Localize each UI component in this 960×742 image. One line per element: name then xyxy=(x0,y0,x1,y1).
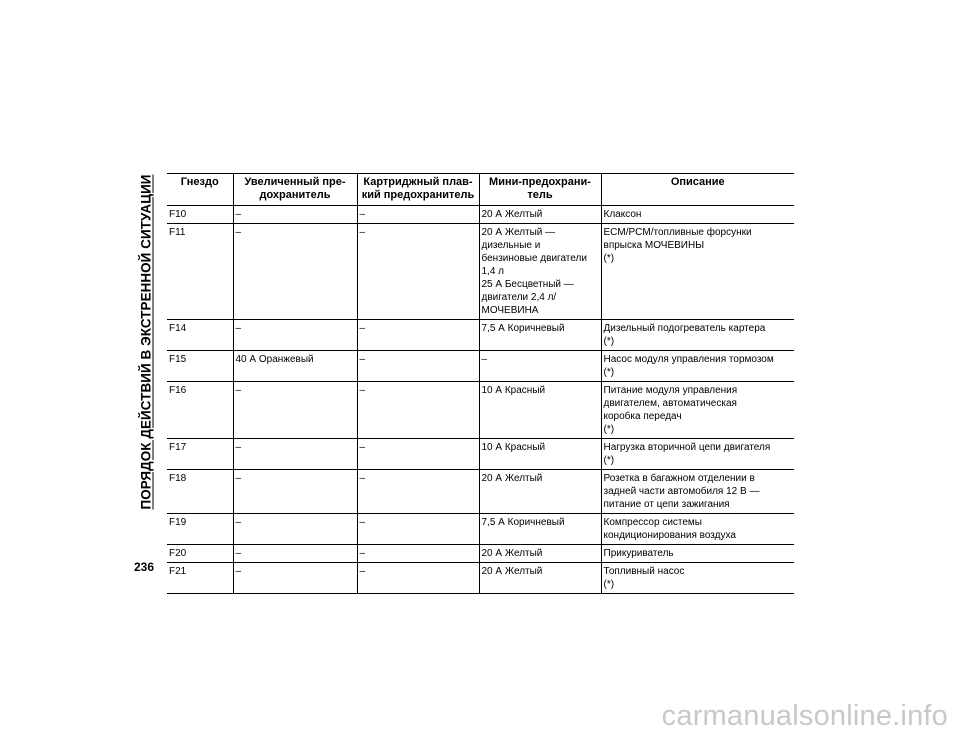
cell-maxi-fuse: – xyxy=(233,545,357,563)
cell-cartridge-fuse: – xyxy=(357,382,479,439)
header-maxi-fuse: Увеличенный пре- дохранитель xyxy=(233,174,357,206)
table-row xyxy=(167,382,794,439)
cell-description: ECM/PCM/топливные форсунки впрыска МОЧЕВИНЫ (*) xyxy=(601,224,794,320)
cell-description: Клаксон xyxy=(601,206,794,224)
cell-slot: F16 xyxy=(167,382,233,439)
cell-maxi-fuse: – xyxy=(233,439,357,470)
cell-description: Розетка в багажном отделении в задней части автомобиля 12 В — питание от цепи зажигания xyxy=(601,470,794,514)
cell-description: Прикуриватель xyxy=(601,545,794,563)
cell-maxi-fuse: – xyxy=(233,224,357,320)
cell-cartridge-fuse: – xyxy=(357,206,479,224)
cell-slot: F20 xyxy=(167,545,233,563)
table-row xyxy=(167,320,794,351)
cell-mini-fuse: 10 А Красный xyxy=(479,382,601,439)
cell-maxi-fuse: 40 А Оранжевый xyxy=(233,351,357,382)
cell-slot: F15 xyxy=(167,351,233,382)
table-header-row xyxy=(167,174,794,206)
cell-mini-fuse: 10 А Красный xyxy=(479,439,601,470)
cell-maxi-fuse: – xyxy=(233,382,357,439)
table-row xyxy=(167,206,794,224)
section-title xyxy=(137,175,155,508)
section-title-text: ПОРЯДОК ДЕЙСТВИЙ В ЭКСТРЕННОЙ СИТУАЦИИ xyxy=(138,173,154,510)
cell-slot: F11 xyxy=(167,224,233,320)
table-row xyxy=(167,470,794,514)
cell-mini-fuse: 20 А Желтый xyxy=(479,470,601,514)
cell-description: Компрессор системы кондиционирования воздуха xyxy=(601,514,794,545)
cell-cartridge-fuse: – xyxy=(357,514,479,545)
cell-description: Нагрузка вторичной цепи двигателя (*) xyxy=(601,439,794,470)
cell-cartridge-fuse: – xyxy=(357,545,479,563)
cell-slot: F14 xyxy=(167,320,233,351)
cell-mini-fuse: 7,5 А Коричневый xyxy=(479,514,601,545)
cell-maxi-fuse: – xyxy=(233,320,357,351)
cell-cartridge-fuse: – xyxy=(357,470,479,514)
watermark: carmanualsonline.info xyxy=(661,700,948,732)
cell-mini-fuse: 20 А Желтый — дизельные и бензиновые двигатели 1,4 л 25 А Бесцветный — двигатели 2,4 л/ МОЧЕВИНА xyxy=(479,224,601,320)
header-mini-fuse: Мини-предохрани- тель xyxy=(479,174,601,206)
table-row xyxy=(167,351,794,382)
cell-description: Питание модуля управления двигателем, автоматическая коробка передач (*) xyxy=(601,382,794,439)
cell-description: Топливный насос (*) xyxy=(601,563,794,594)
cell-cartridge-fuse: – xyxy=(357,224,479,320)
table-row xyxy=(167,563,794,594)
cell-maxi-fuse: – xyxy=(233,563,357,594)
cell-mini-fuse: 20 А Желтый xyxy=(479,563,601,594)
cell-description: Насос модуля управления тормозом (*) xyxy=(601,351,794,382)
cell-slot: F17 xyxy=(167,439,233,470)
page-number: 236 xyxy=(134,560,155,574)
header-slot: Гнездо xyxy=(167,174,233,206)
table-row xyxy=(167,224,794,320)
table-row xyxy=(167,545,794,563)
cell-cartridge-fuse: – xyxy=(357,439,479,470)
table-row xyxy=(167,514,794,545)
cell-slot: F19 xyxy=(167,514,233,545)
cell-cartridge-fuse: – xyxy=(357,320,479,351)
cell-slot: F21 xyxy=(167,563,233,594)
cell-maxi-fuse: – xyxy=(233,470,357,514)
fuse-table xyxy=(167,173,794,594)
cell-maxi-fuse: – xyxy=(233,514,357,545)
cell-mini-fuse: – xyxy=(479,351,601,382)
cell-cartridge-fuse: – xyxy=(357,563,479,594)
cell-slot: F10 xyxy=(167,206,233,224)
table-row xyxy=(167,439,794,470)
cell-description: Дизельный подогреватель картера (*) xyxy=(601,320,794,351)
cell-mini-fuse: 7,5 А Коричневый xyxy=(479,320,601,351)
header-description: Описание xyxy=(601,174,794,206)
cell-mini-fuse: 20 А Желтый xyxy=(479,545,601,563)
cell-slot: F18 xyxy=(167,470,233,514)
cell-cartridge-fuse: – xyxy=(357,351,479,382)
cell-mini-fuse: 20 А Желтый xyxy=(479,206,601,224)
header-cartridge-fuse: Картриджный плав- кий предохранитель xyxy=(357,174,479,206)
cell-maxi-fuse: – xyxy=(233,206,357,224)
